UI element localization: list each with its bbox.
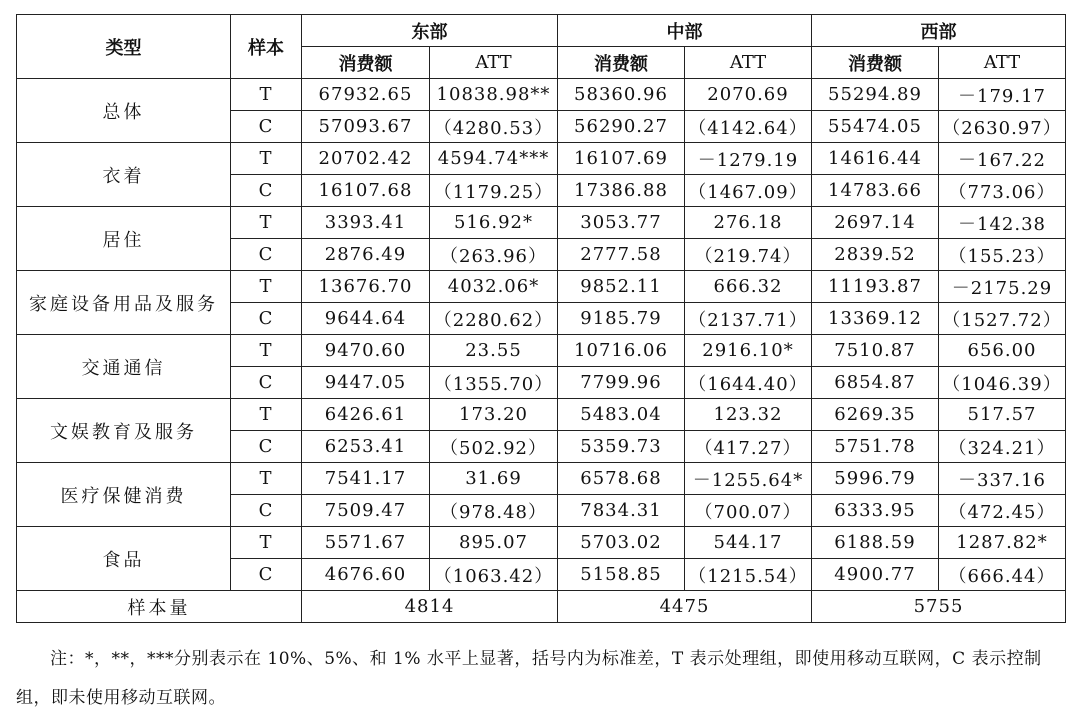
table-row [17, 335, 1066, 367]
sample-t-label: T [231, 399, 302, 431]
category-label: 医疗保健消费 [17, 463, 231, 527]
att-std-error: （2137.71） [685, 303, 812, 335]
att-value: 544.17 [685, 527, 812, 559]
sample-t-label: T [231, 207, 302, 239]
consumption-c-value: 5359.73 [558, 431, 685, 463]
sample-c-label: C [231, 175, 302, 207]
sample-t-label: T [231, 335, 302, 367]
att-std-error: （2630.97） [939, 111, 1066, 143]
category-label: 衣着 [17, 143, 231, 207]
consumption-c-value: 7799.96 [558, 367, 685, 399]
table-row [17, 399, 1066, 431]
att-value: 1287.82* [939, 527, 1066, 559]
consumption-c-value: 9447.05 [302, 367, 430, 399]
att-std-error: （4280.53） [430, 111, 558, 143]
att-std-error: （1063.42） [430, 559, 558, 591]
consumption-t-value: 16107.69 [558, 143, 685, 175]
att-value: 276.18 [685, 207, 812, 239]
att-value: 31.69 [430, 463, 558, 495]
att-std-error: （773.06） [939, 175, 1066, 207]
att-std-error: （155.23） [939, 239, 1066, 271]
consumption-t-value: 5996.79 [812, 463, 939, 495]
consumption-t-value: 7510.87 [812, 335, 939, 367]
att-std-error: （502.92） [430, 431, 558, 463]
att-value: 173.20 [430, 399, 558, 431]
table-row [17, 527, 1066, 559]
consumption-t-value: 9852.11 [558, 271, 685, 303]
table-row [17, 271, 1066, 303]
att-value: 4594.74*** [430, 143, 558, 175]
att-std-error: （1355.70） [430, 367, 558, 399]
sample-size-label: 样本量 [17, 591, 302, 623]
att-std-error: （472.45） [939, 495, 1066, 527]
header-att: ATT [939, 47, 1066, 79]
header-att: ATT [430, 47, 558, 79]
sample-c-label: C [231, 303, 302, 335]
table-row [17, 143, 1066, 175]
consumption-t-value: 13676.70 [302, 271, 430, 303]
att-value: 10838.98** [430, 79, 558, 111]
att-std-error: （1644.40） [685, 367, 812, 399]
category-label: 交通通信 [17, 335, 231, 399]
consumption-c-value: 2777.58 [558, 239, 685, 271]
att-std-error: （324.21） [939, 431, 1066, 463]
category-label: 家庭设备用品及服务 [17, 271, 231, 335]
header-region-east: 东部 [302, 15, 558, 47]
consumption-t-value: 6188.59 [812, 527, 939, 559]
consumption-c-value: 2876.49 [302, 239, 430, 271]
consumption-t-value: 6578.68 [558, 463, 685, 495]
consumption-c-value: 4676.60 [302, 559, 430, 591]
att-std-error: （666.44） [939, 559, 1066, 591]
consumption-c-value: 17386.88 [558, 175, 685, 207]
sample-size-east: 4814 [302, 591, 558, 623]
att-std-error: （1179.25） [430, 175, 558, 207]
header-consumption: 消费额 [558, 47, 685, 79]
consumption-c-value: 7834.31 [558, 495, 685, 527]
att-value: －337.16 [939, 463, 1066, 495]
consumption-c-value: 14783.66 [812, 175, 939, 207]
results-table [16, 14, 1066, 623]
consumption-t-value: 7541.17 [302, 463, 430, 495]
att-value: －167.22 [939, 143, 1066, 175]
table-row [17, 463, 1066, 495]
att-value: 517.57 [939, 399, 1066, 431]
att-value: 516.92* [430, 207, 558, 239]
header-region-west: 西部 [812, 15, 1066, 47]
att-std-error: （263.96） [430, 239, 558, 271]
consumption-c-value: 6253.41 [302, 431, 430, 463]
consumption-c-value: 56290.27 [558, 111, 685, 143]
header-type: 类型 [17, 15, 231, 79]
att-std-error: （2280.62） [430, 303, 558, 335]
att-value: 123.32 [685, 399, 812, 431]
consumption-t-value: 9470.60 [302, 335, 430, 367]
consumption-t-value: 55294.89 [812, 79, 939, 111]
att-std-error: （1046.39） [939, 367, 1066, 399]
consumption-c-value: 9185.79 [558, 303, 685, 335]
att-value: 895.07 [430, 527, 558, 559]
att-value: －1279.19 [685, 143, 812, 175]
consumption-c-value: 5158.85 [558, 559, 685, 591]
consumption-c-value: 9644.64 [302, 303, 430, 335]
consumption-t-value: 6426.61 [302, 399, 430, 431]
att-std-error: （1467.09） [685, 175, 812, 207]
sample-c-label: C [231, 111, 302, 143]
sample-c-label: C [231, 239, 302, 271]
header-att: ATT [685, 47, 812, 79]
att-value: －179.17 [939, 79, 1066, 111]
consumption-t-value: 20702.42 [302, 143, 430, 175]
att-std-error: （978.48） [430, 495, 558, 527]
consumption-t-value: 10716.06 [558, 335, 685, 367]
consumption-t-value: 3393.41 [302, 207, 430, 239]
att-std-error: （1215.54） [685, 559, 812, 591]
table-row [17, 207, 1066, 239]
att-value: 656.00 [939, 335, 1066, 367]
att-value: 2916.10* [685, 335, 812, 367]
att-value: 666.32 [685, 271, 812, 303]
sample-t-label: T [231, 527, 302, 559]
header-sample: 样本 [231, 15, 302, 79]
consumption-c-value: 5751.78 [812, 431, 939, 463]
consumption-t-value: 5483.04 [558, 399, 685, 431]
sample-t-label: T [231, 143, 302, 175]
sample-size-central: 4475 [558, 591, 812, 623]
consumption-c-value: 57093.67 [302, 111, 430, 143]
att-std-error: （4142.64） [685, 111, 812, 143]
consumption-c-value: 13369.12 [812, 303, 939, 335]
att-value: －142.38 [939, 207, 1066, 239]
consumption-t-value: 6269.35 [812, 399, 939, 431]
sample-t-label: T [231, 79, 302, 111]
category-label: 居住 [17, 207, 231, 271]
att-std-error: （219.74） [685, 239, 812, 271]
sample-c-label: C [231, 431, 302, 463]
consumption-t-value: 58360.96 [558, 79, 685, 111]
consumption-c-value: 55474.05 [812, 111, 939, 143]
category-label: 总体 [17, 79, 231, 143]
sample-size-west: 5755 [812, 591, 1066, 623]
category-label: 食品 [17, 527, 231, 591]
att-std-error: （417.27） [685, 431, 812, 463]
consumption-c-value: 6854.87 [812, 367, 939, 399]
consumption-t-value: 3053.77 [558, 207, 685, 239]
consumption-c-value: 4900.77 [812, 559, 939, 591]
att-value: 4032.06* [430, 271, 558, 303]
sample-t-label: T [231, 271, 302, 303]
consumption-t-value: 5703.02 [558, 527, 685, 559]
header-consumption: 消费额 [812, 47, 939, 79]
sample-c-label: C [231, 367, 302, 399]
header-region-central: 中部 [558, 15, 812, 47]
table-row [17, 79, 1066, 111]
sample-c-label: C [231, 495, 302, 527]
consumption-t-value: 5571.67 [302, 527, 430, 559]
att-std-error: （700.07） [685, 495, 812, 527]
sample-c-label: C [231, 559, 302, 591]
consumption-c-value: 16107.68 [302, 175, 430, 207]
att-value: 2070.69 [685, 79, 812, 111]
consumption-t-value: 14616.44 [812, 143, 939, 175]
att-std-error: （1527.72） [939, 303, 1066, 335]
consumption-t-value: 2697.14 [812, 207, 939, 239]
header-consumption: 消费额 [302, 47, 430, 79]
att-value: －2175.29 [939, 271, 1066, 303]
consumption-c-value: 6333.95 [812, 495, 939, 527]
sample-t-label: T [231, 463, 302, 495]
consumption-t-value: 67932.65 [302, 79, 430, 111]
att-value: 23.55 [430, 335, 558, 367]
table-note: 注：*，**，***分别表示在 10%、5%、和 1% 水平上显著，括号内为标准差，T 表示处理组，即使用移动互联网，C 表示控制组，即未使用移动互联网。 [16, 649, 1042, 708]
att-value: －1255.64* [685, 463, 812, 495]
consumption-t-value: 11193.87 [812, 271, 939, 303]
category-label: 文娱教育及服务 [17, 399, 231, 463]
consumption-c-value: 7509.47 [302, 495, 430, 527]
consumption-c-value: 2839.52 [812, 239, 939, 271]
